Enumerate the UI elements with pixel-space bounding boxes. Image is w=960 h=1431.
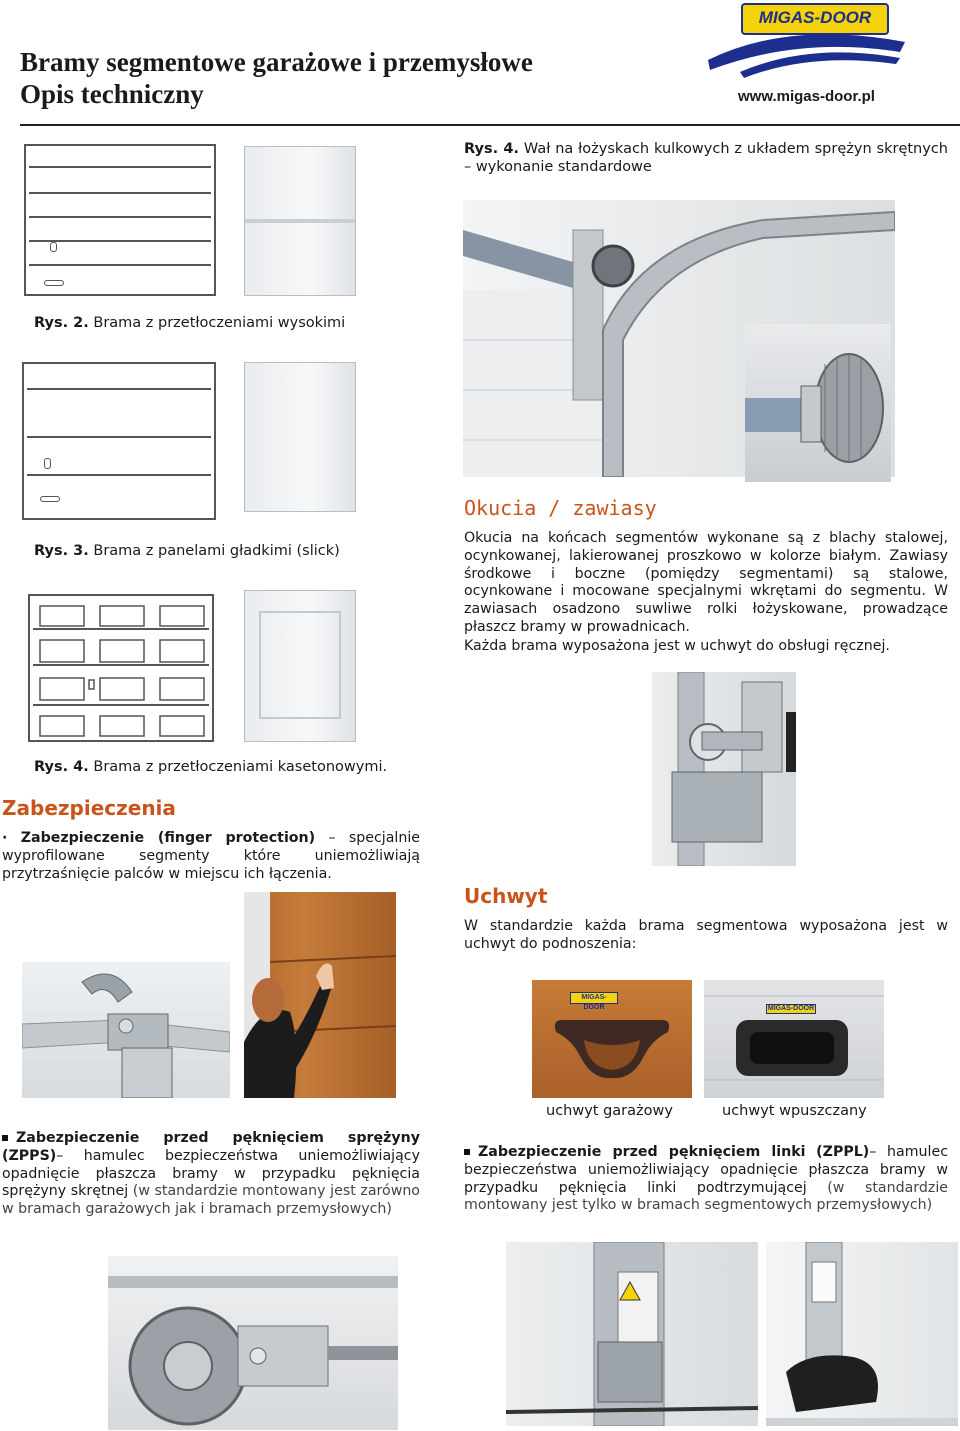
header-divider — [20, 124, 960, 126]
handle-text: W standardzie każda brama segmentowa wyposażona jest w uchwyt do podnoszenia: — [464, 918, 948, 952]
fig3-caption: Rys. 3. Brama z panelami gładkimi (slick) — [34, 543, 340, 559]
section-heading-handle: Uchwyt — [464, 884, 548, 908]
handle-badge-2: MIGAS-DOOR — [767, 1005, 815, 1012]
finger-protection-hand-photo — [244, 892, 396, 1098]
zppl-cable-brake-photo — [506, 1242, 758, 1426]
hinge-roller-photo — [652, 672, 796, 866]
company-logo — [700, 0, 915, 80]
zppl-device-photo — [766, 1242, 958, 1426]
zpps-brake-photo — [108, 1256, 398, 1430]
panel-sample-slick — [244, 362, 356, 512]
section-heading-security: Zabezpieczenia — [2, 796, 176, 820]
page-subtitle: Opis techniczny — [20, 79, 204, 109]
zppl-text: Zabezpieczenie przed pęknięciem linki (ZPPL)– hamulec bezpieczeństwa uniemożliwiający opadnięcie płaszcza bramy w przypadku pęknięcia linki podtrzymującej (w standardzie montowany jest tylko w bramach segmentowych przemysłowych) — [464, 1144, 948, 1214]
zpps-text: Zabezpieczenie przed pęknięciem sprężyny (ZPPS)– hamulec bezpieczeństwa uniemożliwiający opadnięcie płaszcza bramy w przypadku pęknięcia sprężyny skrętnej (w standardzie montowany jest zarówno w bramach garażowych jak i bramach przemysłowych) — [2, 1130, 420, 1218]
garage-handle-photo — [532, 980, 692, 1098]
handle-badge: MIGAS-DOOR — [570, 992, 618, 1004]
garage-handle-caption: uchwyt garażowy — [546, 1103, 673, 1119]
page-title: Bramy segmentowe garażowe i przemysłowe — [20, 47, 533, 77]
panel-sample-cassette — [244, 590, 356, 742]
fig2-caption: Rys. 2. Brama z przetłoczeniami wysokimi — [34, 315, 346, 331]
finger-protection-profile-photo — [22, 962, 230, 1098]
fittings-text-handle: Każda brama wyposażona jest w uchwyt do obsługi ręcznej. — [464, 638, 890, 654]
website-link[interactable]: www.migas-door.pl — [738, 88, 875, 105]
fig4-caption: Rys. 4. Brama z przetłoczeniami kasetonowymi. — [34, 759, 388, 775]
door-drawing-high-ribs — [24, 144, 216, 296]
fig-shaft-caption: Rys. 4. Wał na łożyskach kulkowych z układem sprężyn skrętnych – wykonanie standardowe — [464, 141, 948, 175]
panel-sample-high-ribs — [244, 146, 356, 296]
spring-drum-photo — [745, 324, 891, 482]
door-drawing-cassette — [28, 594, 214, 742]
fittings-text: Okucia na końcach segmentów wykonane są z blachy stalowej, ocynkowanej, lakierowanej proszkowo w kolorze białym. Zawiasy środkowe i boczne (pomiędzy segmentami) są stalowe, ocynkowane i mocowane specjalnymi wkrętami do segmentu. W zawiasach osadzono suwliwe rolki łożyskowane, prowadzące płaszcz bramy w prowadnicach. — [464, 530, 948, 635]
door-drawing-slick — [22, 362, 216, 520]
logo-text: MIGAS-DOOR — [758, 8, 872, 27]
recessed-handle-photo — [704, 980, 884, 1098]
section-heading-fittings: Okucia / zawiasy — [464, 496, 657, 520]
recessed-handle-caption: uchwyt wpuszczany — [722, 1103, 867, 1119]
finger-protection-text: · Zabezpieczenie (finger protection) – specjalnie wyprofilowane segmenty które uniemożliwiają przytrzaśnięcie palców w miejscu ich łączenia. — [2, 830, 421, 882]
